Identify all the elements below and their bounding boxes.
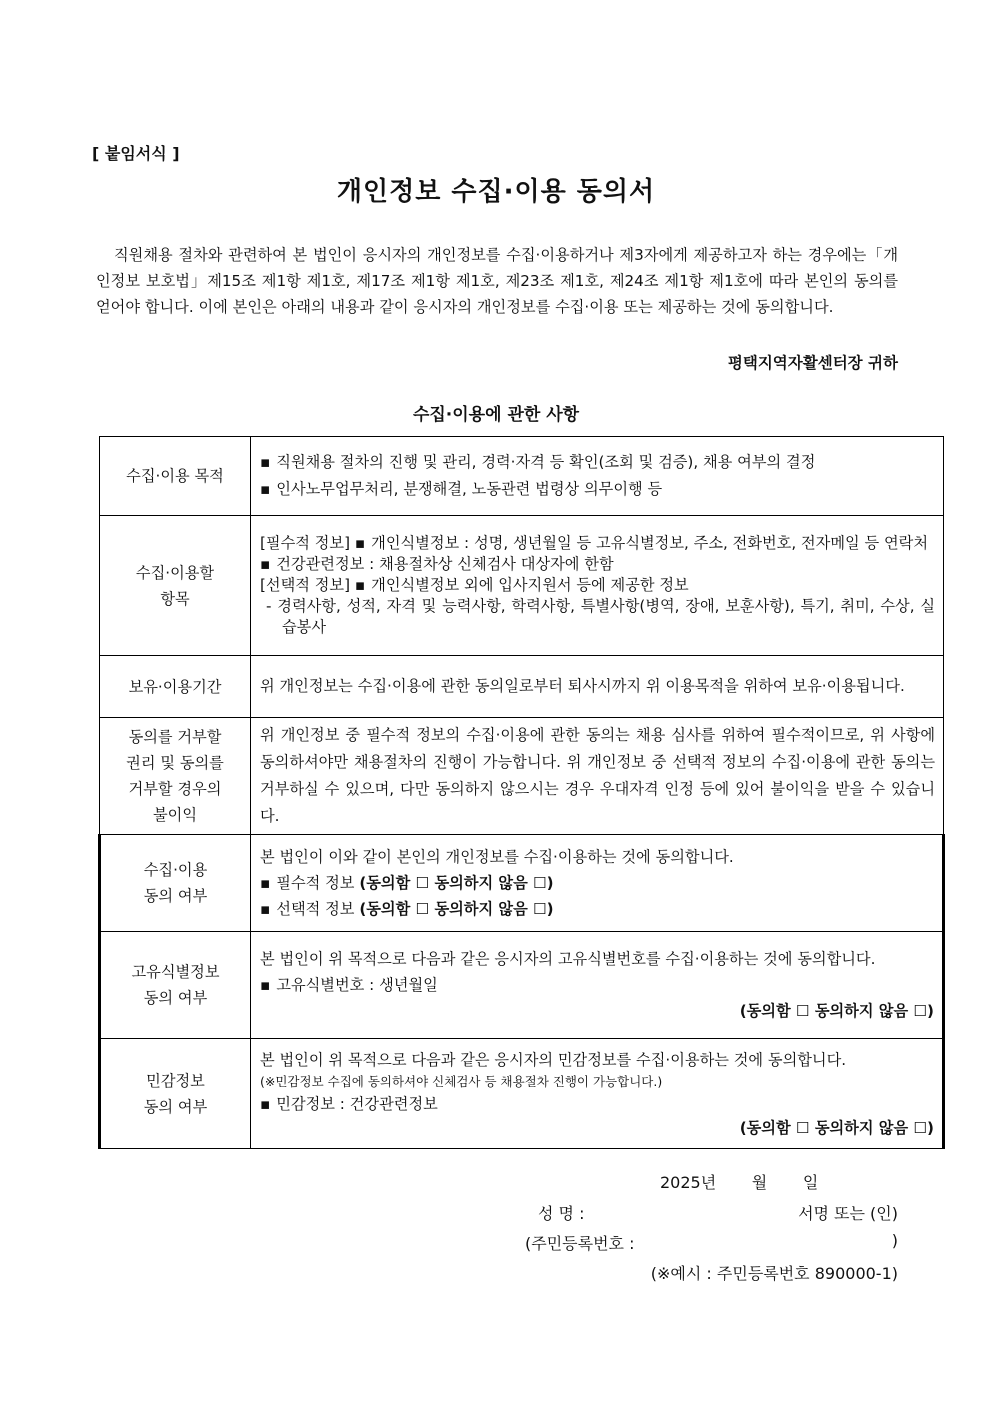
rrn-close: ) [891, 1231, 898, 1250]
refusal-label [100, 718, 251, 835]
row-consent [100, 835, 944, 932]
consent-required-label: 필수적 정보 [276, 874, 355, 892]
refusal-label-line: 불이익 [152, 806, 197, 824]
sensitive-text: 본 법인이 위 목적으로 다음과 같은 응시자의 민감정보를 수집·이용하는 것에 동의합니다. [260, 1050, 847, 1069]
footer-date: 2025년 월 일 [660, 1173, 819, 1192]
optional-item: ▪ 개인식별정보 외에 입사지원서 등에 제공한 정보 [355, 576, 689, 594]
sensitive-note: (※민감정보 수집에 동의하셔야 신체검사 등 채용절차 진행이 가능합니다.) [260, 1073, 663, 1089]
unique-id-label-line: 고유식별정보 [131, 963, 220, 981]
items-label-line: 항목 [160, 589, 190, 608]
section-title: 수집·이용에 관한 사항 [412, 405, 580, 425]
unique-id-label-line: 동의 여부 [143, 989, 208, 1007]
page-title: 개인정보 수집·이용 동의서 [336, 177, 656, 207]
signature-label: 서명 또는 (인) [798, 1204, 898, 1223]
optional-detail: - 경력사항, 성적, 자격 및 능력사항, 학력사항, 특별사항(병역, 장애, 보훈사항), 특기, 취미, 수상, 실습봉사 [266, 597, 935, 636]
sensitive-label-line: 민감정보 [146, 1071, 205, 1090]
row-refusal [100, 718, 944, 835]
attachment-tag: [ 붙임서식 ] [92, 144, 180, 163]
items-label [100, 516, 251, 656]
optional-info [260, 575, 935, 596]
required-item: ▪ 건강관련정보 : 채용절차상 신체검사 대상자에 한함 [260, 554, 935, 575]
items-content [251, 516, 944, 656]
sensitive-label [100, 1039, 251, 1149]
consent-optional-checkbox[interactable]: (동의함 ☐ 동의하지 않음 ☐) [359, 900, 554, 918]
row-purpose [100, 437, 944, 516]
consent-required [260, 870, 934, 896]
consent-optional [260, 896, 934, 922]
unique-id-item: ▪ 고유식별번호 : 생년월일 [260, 972, 934, 998]
required-prefix: [필수적 정보] [260, 534, 351, 552]
consent-label-line: 수집·이용 [143, 861, 208, 879]
unique-id-content [251, 932, 944, 1039]
consent-optional-label: 선택적 정보 [276, 900, 355, 918]
purpose-label: 수집·이용 목적 [100, 437, 251, 516]
purpose-content [251, 437, 944, 516]
sensitive-item: ▪ 민감정보 : 건강관련정보 [260, 1092, 934, 1116]
addressee: 평택지역자활센터장 귀하 [727, 354, 898, 372]
consent-label [100, 835, 251, 932]
refusal-content: 위 개인정보 중 필수적 정보의 수집·이용에 관한 동의는 채용 심사를 위하여 필수적이므로, 위 사항에 동의하셔야만 채용절차의 진행이 가능합니다. 위 개인정보 중 선택적 정보의 수집·이용에 관한 동의는 거부하실 수 있으며, 다만 동의하지 않으시는 경우 우대자격 인정 등에 있어 불이익을 받을 수 있습니다. [251, 718, 944, 835]
purpose-item: ▪ 직원채용 절차의 진행 및 관리, 경력·자격 등 확인(조회 및 검증), 채용 여부의 결정 [260, 451, 935, 474]
required-info [260, 533, 935, 554]
row-items [100, 516, 944, 656]
consent-table [98, 436, 945, 1149]
refusal-label-line: 권리 및 동의를 [126, 754, 224, 772]
refusal-label-line: 동의를 거부할 [128, 728, 222, 746]
rrn-example: (※예시 : 주민등록번호 890000-1) [650, 1264, 898, 1283]
name-label: 성 명 : [538, 1204, 585, 1223]
retention-content: 위 개인정보는 수집·이용에 관한 동의일로부터 퇴사시까지 위 이용목적을 위하여 보유·이용됩니다. [251, 656, 944, 718]
consent-text: 본 법인이 이와 같이 본인의 개인정보를 수집·이용하는 것에 동의합니다. [260, 848, 734, 866]
refusal-label-line: 거부할 경우의 [128, 780, 222, 798]
consent-required-checkbox[interactable]: (동의함 ☐ 동의하지 않음 ☐) [359, 874, 554, 892]
sensitive-checkbox[interactable]: (동의함 ☐ 동의하지 않음 ☐) [739, 1118, 934, 1137]
sensitive-label-line: 동의 여부 [143, 1097, 208, 1116]
unique-id-label [100, 932, 251, 1039]
consent-content [251, 835, 944, 932]
unique-id-text: 본 법인이 위 목적으로 다음과 같은 응시자의 고유식별번호를 수집·이용하는 것에 동의합니다. [260, 950, 876, 968]
rrn-label: (주민등록번호 : [525, 1234, 635, 1253]
intro-paragraph: 직원채용 절차와 관련하여 본 법인이 응시자의 개인정보를 수집·이용하거나 제3자에게 제공하고자 하는 경우에는「개인정보 보호법」제15조 제1항 제1호, 제17조 제1항 제1호, 제23조 제1호, 제24조 제1항 제1호에 따라 본인의 동의를 얻어야 합니다. 이에 본인은 아래의 내용과 같이 응시자의 개인정보를 수집·이용 또는 제공하는 것에 동의합니다. [96, 246, 898, 316]
consent-label-line: 동의 여부 [143, 887, 208, 905]
unique-id-checkbox[interactable]: (동의함 ☐ 동의하지 않음 ☐) [739, 1002, 934, 1020]
purpose-item: ▪ 인사노무업무처리, 분쟁해결, 노동관련 법령상 의무이행 등 [260, 478, 935, 501]
row-sensitive [100, 1039, 944, 1149]
items-label-line: 수집·이용할 [135, 563, 215, 582]
sensitive-content [251, 1039, 944, 1149]
required-item: ▪ 개인식별정보 : 성명, 생년월일 등 고유식별정보, 주소, 전화번호, 전자메일 등 연락처 [355, 534, 928, 552]
row-unique-id [100, 932, 944, 1039]
row-retention [100, 656, 944, 718]
retention-label: 보유·이용기간 [100, 656, 251, 718]
optional-prefix: [선택적 정보] [260, 576, 351, 594]
